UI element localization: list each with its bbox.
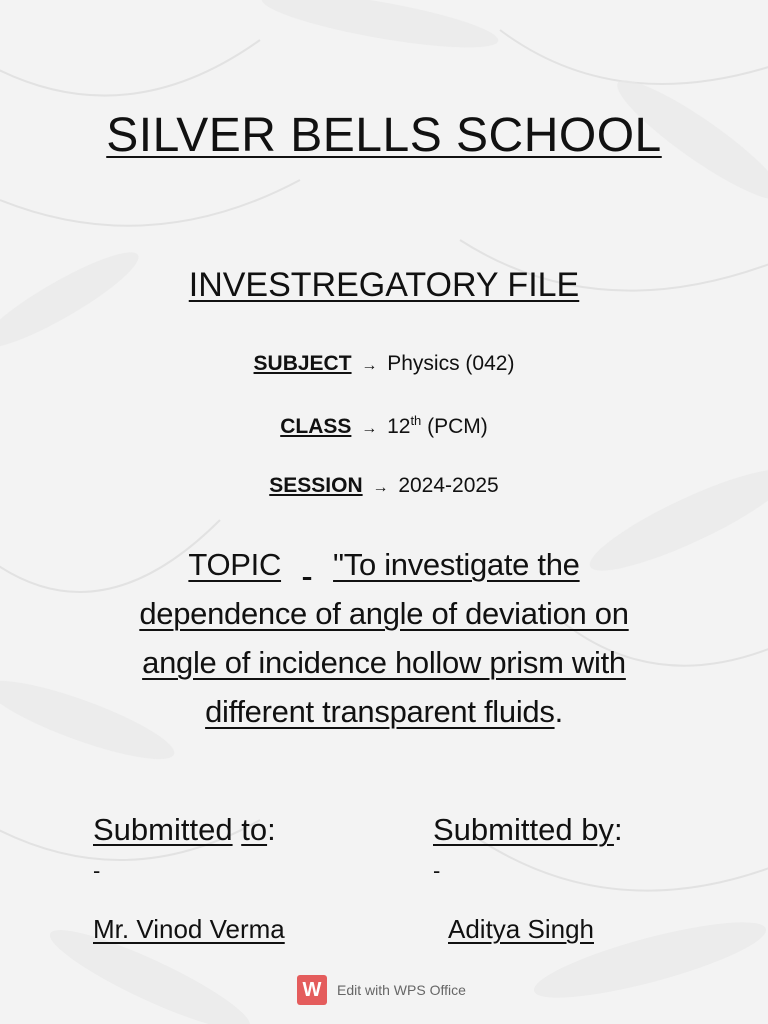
class-row (0, 413, 768, 439)
topic-line-3: angle of incidence hollow prism with (142, 645, 626, 680)
topic-gap (281, 540, 333, 589)
subject-value: Physics (042) (387, 352, 515, 375)
student-name: Aditya Singh (448, 914, 594, 944)
class-superscript: th (410, 413, 422, 428)
class-value: 12 (387, 415, 411, 438)
topic-block (60, 540, 708, 736)
session-row (0, 474, 768, 498)
topic-line-4: different transparent fluids (205, 694, 555, 729)
submitted-to-heading: Submitted to: (93, 812, 276, 847)
submitted-to-dash: - (93, 858, 101, 883)
submitted-by-heading: Submitted by: (433, 812, 623, 847)
wps-logo-icon: W (297, 975, 327, 1005)
session-value: 2024-2025 (398, 474, 499, 497)
arrow-icon: → (361, 357, 378, 374)
subject-row (0, 352, 768, 376)
class-stream: (PCM) (427, 415, 488, 438)
subject-label: SUBJECT (253, 352, 352, 375)
file-title: INVESTREGATORY FILE (188, 266, 580, 304)
topic-end: . (554, 694, 563, 729)
topic-line-1: "To investigate the (333, 547, 580, 582)
topic-line-2: dependence of angle of deviation on (139, 596, 629, 631)
arrow-icon: → (372, 479, 389, 496)
session-label: SESSION (269, 474, 363, 497)
school-name: SILVER BELLS SCHOOL (106, 109, 662, 162)
class-label: CLASS (280, 415, 352, 438)
wps-watermark-text: Edit with WPS Office (337, 982, 466, 998)
topic-label: TOPIC (188, 547, 282, 582)
submitted-by-dash: - (433, 858, 441, 883)
wps-watermark[interactable] (297, 975, 466, 1005)
arrow-icon: → (361, 420, 378, 437)
teacher-name: Mr. Vinod Verma (93, 914, 285, 944)
